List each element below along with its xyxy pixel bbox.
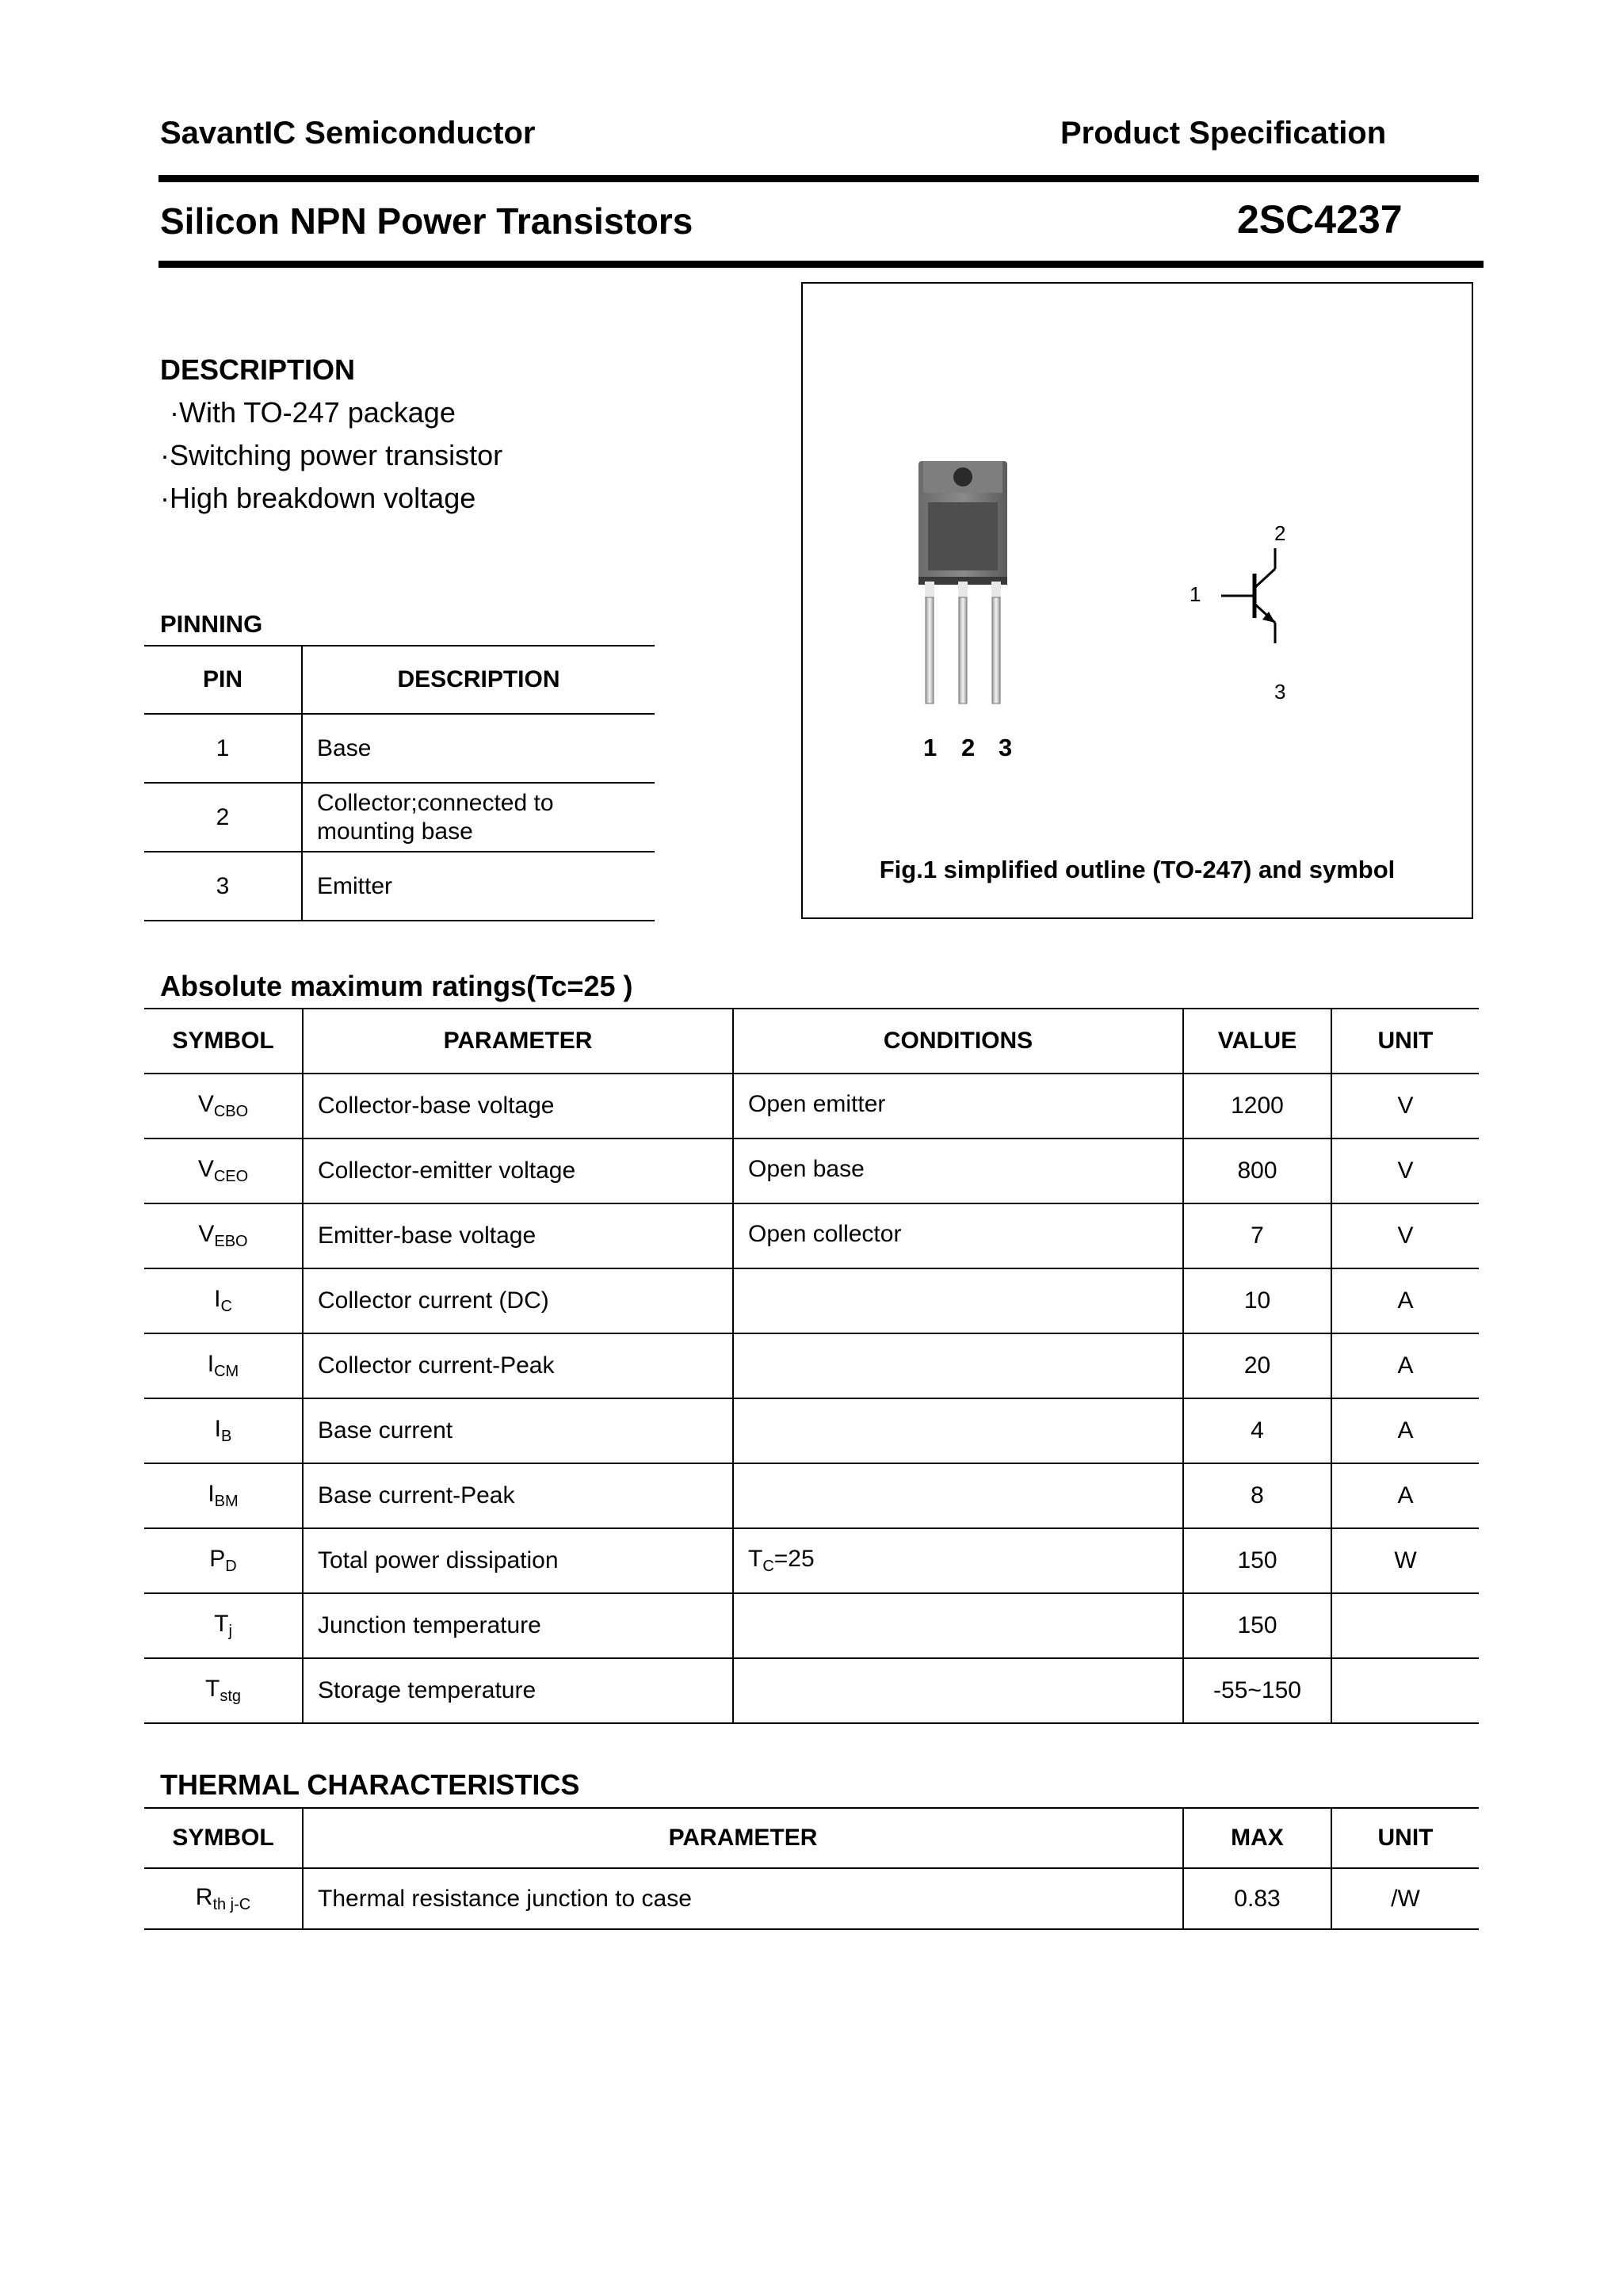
symbol-main: I bbox=[214, 1286, 221, 1312]
symbol-subscript: B bbox=[221, 1428, 232, 1445]
column-header: PARAMETER bbox=[303, 1808, 1183, 1868]
part-number: 2SC4237 bbox=[1237, 197, 1403, 242]
conditions-cell bbox=[733, 1463, 1183, 1528]
table-row bbox=[144, 1398, 1479, 1463]
header-rule-bottom bbox=[158, 261, 1484, 268]
conditions-cell bbox=[733, 1528, 1183, 1593]
symbol-main: I bbox=[207, 1351, 215, 1377]
value-cell: 150 bbox=[1183, 1528, 1331, 1593]
column-header: MAX bbox=[1183, 1808, 1331, 1868]
value-cell: 800 bbox=[1183, 1138, 1331, 1203]
value-cell: 4 bbox=[1183, 1398, 1331, 1463]
symbol-cell bbox=[144, 1203, 303, 1268]
description-heading: DESCRIPTION bbox=[160, 353, 356, 386]
table-header-row bbox=[144, 646, 655, 714]
description-line: ·High breakdown voltage bbox=[160, 482, 476, 514]
symbol-main: V bbox=[197, 1156, 214, 1182]
unit-cell: V bbox=[1331, 1138, 1479, 1203]
symbol-cell bbox=[144, 1528, 303, 1593]
symbol-main: R bbox=[195, 1883, 213, 1910]
symbol-pin-label-emitter: 3 bbox=[1274, 680, 1286, 704]
parameter-cell: Collector current-Peak bbox=[303, 1333, 733, 1398]
conditions-subscript: C bbox=[762, 1558, 774, 1575]
symbol-subscript: j bbox=[228, 1623, 232, 1640]
symbol-subscript: BM bbox=[214, 1493, 239, 1510]
column-header: DESCRIPTION bbox=[302, 646, 655, 714]
unit-cell: V bbox=[1331, 1203, 1479, 1268]
column-header: CONDITIONS bbox=[733, 1009, 1183, 1074]
pin-description bbox=[302, 783, 655, 852]
symbol-cell bbox=[144, 1593, 303, 1658]
table-row bbox=[144, 852, 655, 921]
symbol-cell bbox=[144, 1463, 303, 1528]
unit-cell: V bbox=[1331, 1074, 1479, 1138]
parameter-cell: Thermal resistance junction to case bbox=[303, 1868, 1183, 1929]
value-cell: 1200 bbox=[1183, 1074, 1331, 1138]
parameter-cell: Collector current (DC) bbox=[303, 1268, 733, 1333]
package-pin-label: 1 bbox=[923, 734, 938, 761]
symbol-main: I bbox=[214, 1416, 221, 1442]
unit-cell: A bbox=[1331, 1398, 1479, 1463]
unit-cell: A bbox=[1331, 1463, 1479, 1528]
column-header: PARAMETER bbox=[303, 1009, 733, 1074]
table-row bbox=[144, 1658, 1479, 1723]
symbol-main: V bbox=[198, 1221, 215, 1247]
symbol-cell bbox=[144, 1398, 303, 1463]
pin-number: 1 bbox=[144, 714, 302, 783]
unit-cell: W bbox=[1331, 1528, 1479, 1593]
symbol-pin-label-collector: 2 bbox=[1274, 521, 1286, 545]
pinning-table bbox=[144, 645, 655, 921]
product-line: Silicon NPN Power Transistors bbox=[160, 200, 693, 242]
unit-cell: /W bbox=[1331, 1868, 1479, 1929]
parameter-cell: Total power dissipation bbox=[303, 1528, 733, 1593]
table-row bbox=[144, 714, 655, 783]
npn-transistor-symbol-icon bbox=[1199, 545, 1302, 648]
conditions-cell bbox=[733, 1138, 1183, 1203]
symbol-subscript: CEO bbox=[213, 1168, 249, 1185]
symbol-subscript: D bbox=[225, 1558, 237, 1575]
symbol-subscript: CM bbox=[214, 1363, 239, 1380]
conditions-main: T bbox=[748, 1546, 763, 1572]
symbol-cell bbox=[144, 1658, 303, 1723]
conditions-cell bbox=[733, 1203, 1183, 1268]
doc-type: Product Specification bbox=[1060, 116, 1387, 151]
unit-cell: A bbox=[1331, 1268, 1479, 1333]
table-header-row bbox=[144, 1009, 1479, 1074]
conditions-cell bbox=[733, 1658, 1183, 1723]
parameter-cell: Emitter-base voltage bbox=[303, 1203, 733, 1268]
parameter-cell: Collector-base voltage bbox=[303, 1074, 733, 1138]
conditions-cell bbox=[733, 1398, 1183, 1463]
column-header: PIN bbox=[144, 646, 302, 714]
symbol-subscript: stg bbox=[220, 1688, 241, 1705]
package-pin-label: 2 bbox=[961, 734, 976, 761]
table-row bbox=[144, 1868, 1479, 1929]
pin-number: 2 bbox=[144, 783, 302, 852]
column-header: UNIT bbox=[1331, 1808, 1479, 1868]
max-cell: 0.83 bbox=[1183, 1868, 1331, 1929]
value-cell: 20 bbox=[1183, 1333, 1331, 1398]
table-row bbox=[144, 1203, 1479, 1268]
symbol-main: T bbox=[204, 1676, 220, 1702]
column-header: UNIT bbox=[1331, 1009, 1479, 1074]
symbol-main: I bbox=[208, 1481, 215, 1507]
value-cell: 8 bbox=[1183, 1463, 1331, 1528]
value-cell: 10 bbox=[1183, 1268, 1331, 1333]
value-cell: 7 bbox=[1183, 1203, 1331, 1268]
to247-package-image bbox=[914, 458, 1072, 719]
abs-max-table bbox=[144, 1008, 1479, 1724]
symbol-main: P bbox=[209, 1546, 226, 1572]
conditions-cell bbox=[733, 1268, 1183, 1333]
conditions-main: Open collector bbox=[748, 1221, 902, 1247]
conditions-cell bbox=[733, 1074, 1183, 1138]
pin-description: Base bbox=[302, 714, 655, 783]
column-header: SYMBOL bbox=[144, 1808, 303, 1868]
symbol-subscript: th j-C bbox=[212, 1895, 251, 1913]
company-name: SavantIC Semiconductor bbox=[160, 116, 536, 151]
conditions-rest: =25 bbox=[773, 1546, 815, 1572]
figure-box bbox=[801, 282, 1473, 919]
parameter-cell: Collector-emitter voltage bbox=[303, 1138, 733, 1203]
conditions-main: Open base bbox=[748, 1156, 865, 1182]
table-row bbox=[144, 1138, 1479, 1203]
table-row bbox=[144, 1074, 1479, 1138]
symbol-main: V bbox=[197, 1091, 214, 1117]
pin-description-line: Collector;connected to bbox=[317, 789, 554, 816]
symbol-cell bbox=[144, 1333, 303, 1398]
symbol-cell bbox=[144, 1138, 303, 1203]
table-header-row bbox=[144, 1808, 1479, 1868]
symbol-subscript: C bbox=[220, 1298, 232, 1315]
parameter-cell: Storage temperature bbox=[303, 1658, 733, 1723]
symbol-cell bbox=[144, 1868, 303, 1929]
thermal-table bbox=[144, 1807, 1479, 1930]
symbol-cell bbox=[144, 1268, 303, 1333]
table-row bbox=[144, 1268, 1479, 1333]
header-rule-top bbox=[158, 175, 1479, 182]
figure-caption: Fig.1 simplified outline (TO-247) and symbol bbox=[879, 856, 1396, 883]
conditions-cell bbox=[733, 1333, 1183, 1398]
abs-max-heading: Absolute maximum ratings(Tc=25 ) bbox=[160, 970, 633, 1002]
table-row bbox=[144, 1333, 1479, 1398]
symbol-subscript: CBO bbox=[213, 1103, 249, 1120]
conditions-cell bbox=[733, 1593, 1183, 1658]
value-cell: -55~150 bbox=[1183, 1658, 1331, 1723]
parameter-cell: Base current bbox=[303, 1398, 733, 1463]
symbol-pin-label-base: 1 bbox=[1190, 582, 1201, 606]
unit-cell bbox=[1331, 1593, 1479, 1658]
table-row bbox=[144, 1463, 1479, 1528]
unit-cell bbox=[1331, 1658, 1479, 1723]
value-cell: 150 bbox=[1183, 1593, 1331, 1658]
symbol-main: T bbox=[214, 1611, 229, 1637]
pin-description: Emitter bbox=[302, 852, 655, 921]
symbol-subscript: EBO bbox=[214, 1233, 248, 1250]
symbol-cell bbox=[144, 1074, 303, 1138]
table-row bbox=[144, 1593, 1479, 1658]
pin-number: 3 bbox=[144, 852, 302, 921]
pin-description-line: mounting base bbox=[317, 818, 473, 845]
table-row bbox=[144, 783, 655, 852]
description-line: ·With TO-247 package bbox=[170, 396, 456, 429]
thermal-heading: THERMAL CHARACTERISTICS bbox=[160, 1768, 580, 1801]
package-pin-label: 3 bbox=[999, 734, 1013, 761]
description-line: ·Switching power transistor bbox=[160, 439, 503, 471]
parameter-cell: Junction temperature bbox=[303, 1593, 733, 1658]
conditions-main: Open emitter bbox=[748, 1091, 886, 1117]
table-row bbox=[144, 1528, 1479, 1593]
parameter-cell: Base current-Peak bbox=[303, 1463, 733, 1528]
column-header: VALUE bbox=[1183, 1009, 1331, 1074]
column-header: SYMBOL bbox=[144, 1009, 303, 1074]
unit-cell: A bbox=[1331, 1333, 1479, 1398]
pinning-heading: PINNING bbox=[160, 610, 263, 638]
